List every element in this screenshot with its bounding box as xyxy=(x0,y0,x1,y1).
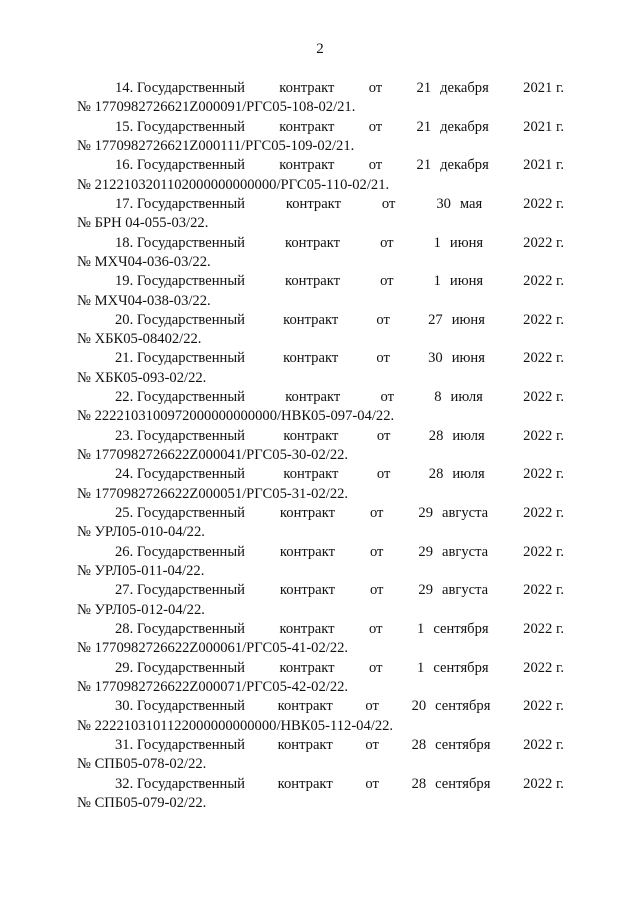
item-lead: 19. Государственный xyxy=(115,273,245,290)
item-month: июня xyxy=(449,234,484,251)
item-lead: 22. Государственный xyxy=(115,389,245,406)
item-from-word: от xyxy=(376,427,391,444)
item-date xyxy=(418,543,488,562)
item-date xyxy=(417,156,489,175)
item-day: 1 xyxy=(417,659,425,676)
item-day: 27 xyxy=(428,311,443,328)
list-item xyxy=(77,311,564,350)
item-day: 1 xyxy=(417,620,425,637)
item-year: 2022 г. xyxy=(523,273,564,290)
item-year: 2022 г. xyxy=(523,582,564,599)
item-from-word: от xyxy=(368,118,383,135)
item-from-word: от xyxy=(365,736,379,753)
item-day: 29 xyxy=(418,582,433,599)
item-from-word: от xyxy=(369,659,383,676)
item-lead: 21. Государственный xyxy=(115,350,245,367)
item-day: 30 xyxy=(436,195,451,212)
item-year: 2022 г. xyxy=(523,543,564,560)
item-from-word: от xyxy=(380,389,394,406)
item-date xyxy=(436,195,482,214)
item-contract-number: № 2122103201102000000000000/РГС05-110-02/21. xyxy=(77,176,390,193)
item-from-word: от xyxy=(368,157,383,174)
item-from-word: от xyxy=(380,234,394,251)
item-year: 2022 г. xyxy=(523,505,564,522)
item-first-line xyxy=(77,543,564,562)
item-first-line xyxy=(77,311,564,330)
item-date xyxy=(412,736,491,755)
item-from-word: от xyxy=(369,582,384,599)
item-lead: 20. Государственный xyxy=(115,311,245,328)
item-day: 20 xyxy=(411,698,427,715)
item-month: декабря xyxy=(440,118,489,135)
item-year: 2021 г. xyxy=(523,118,564,135)
item-contract-word: контракт xyxy=(283,466,339,483)
item-contract-number: № УРЛ05-010-04/22. xyxy=(77,524,205,541)
item-day: 21 xyxy=(416,118,432,135)
item-lead: 28. Государственный xyxy=(115,620,245,637)
item-date xyxy=(434,234,484,253)
item-contract-number: № БРН 04-055-03/22. xyxy=(77,215,209,232)
item-date xyxy=(417,118,489,137)
item-month: декабря xyxy=(440,157,489,174)
item-date xyxy=(412,775,491,794)
item-contract-word: контракт xyxy=(277,698,333,715)
list-item xyxy=(77,427,564,466)
item-date xyxy=(428,311,485,330)
item-contract-number: № 1770982726621Z000111/РГС05-109-02/21. xyxy=(77,137,355,154)
item-contract-number: № ХБК05-093-02/22. xyxy=(77,369,207,386)
item-date xyxy=(429,427,485,446)
item-first-line xyxy=(77,118,564,137)
item-contract-word: контракт xyxy=(279,118,335,135)
list-item xyxy=(77,504,564,543)
list-item xyxy=(77,234,564,273)
item-month: сентября xyxy=(435,698,491,715)
list-item xyxy=(77,736,564,775)
item-from-word: от xyxy=(376,311,390,328)
item-month: июля xyxy=(450,389,483,406)
item-day: 28 xyxy=(411,775,427,792)
item-lead: 32. Государственный xyxy=(115,775,245,792)
item-from-word: от xyxy=(368,80,383,96)
item-contract-word: контракт xyxy=(279,620,335,637)
item-lead: 14. Государственный xyxy=(115,80,245,96)
item-month: августа xyxy=(442,582,489,599)
list-item xyxy=(77,349,564,388)
list-item xyxy=(77,543,564,582)
item-contract-word: контракт xyxy=(285,389,341,406)
item-contract-number: № МХЧ04-036-03/22. xyxy=(77,253,211,270)
list-item xyxy=(77,388,564,427)
item-date xyxy=(417,659,489,678)
item-contract-number: № УРЛ05-012-04/22. xyxy=(77,601,205,618)
item-first-line xyxy=(77,659,564,678)
list-item xyxy=(77,118,564,157)
item-year: 2022 г. xyxy=(523,736,564,753)
page-number: 2 xyxy=(316,41,324,57)
item-lead: 16. Государственный xyxy=(115,157,245,174)
item-day: 1 xyxy=(433,234,441,251)
item-contract-number: № 1770982726622Z000051/РГС05-31-02/22. xyxy=(77,485,349,502)
list-item xyxy=(77,79,564,118)
item-contract-number: № 1770982726622Z000061/РГС05-41-02/22. xyxy=(77,640,349,657)
item-contract-word: контракт xyxy=(277,736,333,753)
item-contract-number: № 1770982726622Z000041/РГС05-30-02/22. xyxy=(77,447,349,464)
item-lead: 23. Государственный xyxy=(115,427,245,444)
list-item xyxy=(77,465,564,504)
item-month: июля xyxy=(452,427,485,444)
item-day: 21 xyxy=(416,157,432,174)
item-day: 29 xyxy=(418,543,433,560)
item-contract-number: № 2222103100972000000000000/НВК05-097-04/22. xyxy=(77,408,395,425)
item-year: 2022 г. xyxy=(523,775,564,792)
item-from-word: от xyxy=(369,543,384,560)
item-year: 2022 г. xyxy=(523,350,564,367)
item-lead: 15. Государственный xyxy=(115,118,245,135)
item-month: сентября xyxy=(433,659,489,676)
item-month: июня xyxy=(451,311,485,328)
item-first-line xyxy=(77,234,564,253)
list-item xyxy=(77,659,564,698)
item-first-line xyxy=(77,272,564,291)
item-year: 2022 г. xyxy=(523,620,564,637)
item-lead: 31. Государственный xyxy=(115,736,245,753)
item-month: сентября xyxy=(433,620,489,637)
item-contract-word: контракт xyxy=(284,273,341,290)
item-first-line xyxy=(77,775,564,794)
item-from-word: от xyxy=(381,195,396,212)
item-date xyxy=(418,504,488,523)
item-from-word: от xyxy=(369,505,384,522)
item-year: 2021 г. xyxy=(523,157,564,174)
item-first-line xyxy=(77,620,564,639)
item-date xyxy=(417,620,489,639)
list-item xyxy=(77,697,564,736)
item-first-line xyxy=(77,156,564,175)
item-lead: 25. Государственный xyxy=(115,505,245,522)
item-lead: 29. Государственный xyxy=(115,659,245,676)
item-day: 8 xyxy=(434,389,442,406)
item-contract-number: № МХЧ04-038-03/22. xyxy=(77,292,211,309)
list-item xyxy=(77,272,564,311)
item-contract-number: № ХБК05-08402/22. xyxy=(77,331,202,348)
item-date xyxy=(417,79,489,98)
item-month: июля xyxy=(452,466,485,483)
item-month: июня xyxy=(451,350,485,367)
item-contract-number: № УРЛ05-011-04/22. xyxy=(77,562,205,579)
item-month: августа xyxy=(442,543,489,560)
item-month: декабря xyxy=(440,80,489,96)
item-first-line xyxy=(77,736,564,755)
item-lead: 17. Государственный xyxy=(115,195,245,212)
item-date xyxy=(429,465,485,484)
item-contract-word: контракт xyxy=(279,582,335,599)
item-day: 28 xyxy=(428,427,444,444)
item-month: июня xyxy=(449,273,484,290)
item-contract-word: контракт xyxy=(279,80,335,96)
item-contract-word: контракт xyxy=(285,195,341,212)
item-year: 2022 г. xyxy=(523,466,564,483)
item-from-word: от xyxy=(376,466,391,483)
item-first-line xyxy=(77,465,564,484)
item-year: 2022 г. xyxy=(523,311,564,328)
item-year: 2022 г. xyxy=(523,234,564,251)
item-contract-word: контракт xyxy=(284,234,341,251)
item-lead: 24. Государственный xyxy=(115,466,245,483)
item-day: 28 xyxy=(428,466,444,483)
list-item xyxy=(77,156,564,195)
item-year: 2022 г. xyxy=(523,659,564,676)
item-date xyxy=(412,697,491,716)
item-year: 2022 г. xyxy=(523,389,564,406)
contract-list xyxy=(77,79,564,813)
item-lead: 30. Государственный xyxy=(115,698,245,715)
item-first-line xyxy=(77,427,564,446)
item-year: 2021 г. xyxy=(523,80,564,96)
item-from-word: от xyxy=(376,350,390,367)
item-month: сентября xyxy=(435,775,491,792)
item-first-line xyxy=(77,504,564,523)
item-day: 21 xyxy=(416,80,432,96)
item-contract-number: № 1770982726621Z000091/РГС05-108-02/21. xyxy=(77,99,356,116)
item-contract-number: № СПБ05-079-02/22. xyxy=(77,794,207,811)
item-date xyxy=(428,349,485,368)
item-contract-number: № 1770982726622Z000071/РГС05-42-02/22. xyxy=(77,678,349,695)
item-lead: 26. Государственный xyxy=(115,543,245,560)
item-first-line xyxy=(77,349,564,368)
list-item xyxy=(77,775,564,814)
item-month: августа xyxy=(442,505,489,522)
item-day: 1 xyxy=(433,273,441,290)
item-date xyxy=(434,272,484,291)
item-first-line xyxy=(77,697,564,716)
item-month: сентября xyxy=(435,736,491,753)
list-item xyxy=(77,620,564,659)
item-contract-word: контракт xyxy=(279,505,335,522)
item-from-word: от xyxy=(380,273,394,290)
item-contract-word: контракт xyxy=(283,311,339,328)
item-first-line xyxy=(77,79,564,98)
item-contract-word: контракт xyxy=(279,659,335,676)
item-year: 2022 г. xyxy=(523,427,564,444)
item-from-word: от xyxy=(365,775,379,792)
item-first-line xyxy=(77,388,564,407)
item-lead: 18. Государственный xyxy=(115,234,245,251)
item-year: 2022 г. xyxy=(523,698,564,715)
item-date xyxy=(418,581,488,600)
item-first-line xyxy=(77,581,564,600)
item-year: 2022 г. xyxy=(523,195,564,212)
item-contract-word: контракт xyxy=(279,157,335,174)
list-item xyxy=(77,195,564,234)
item-lead: 27. Государственный xyxy=(115,582,245,599)
item-day: 29 xyxy=(418,505,433,522)
list-item xyxy=(77,581,564,620)
item-day: 28 xyxy=(411,736,427,753)
item-contract-word: контракт xyxy=(279,543,335,560)
item-contract-number: № 2222103101122000000000000/НВК05-112-04/22. xyxy=(77,717,394,734)
item-from-word: от xyxy=(369,620,383,637)
item-date xyxy=(434,388,483,407)
item-contract-word: контракт xyxy=(277,775,333,792)
item-month: мая xyxy=(459,195,483,212)
item-day: 30 xyxy=(428,350,443,367)
item-contract-word: контракт xyxy=(283,427,339,444)
item-contract-word: контракт xyxy=(283,350,339,367)
item-contract-number: № СПБ05-078-02/22. xyxy=(77,756,207,773)
item-from-word: от xyxy=(365,698,379,715)
item-first-line xyxy=(77,195,564,214)
